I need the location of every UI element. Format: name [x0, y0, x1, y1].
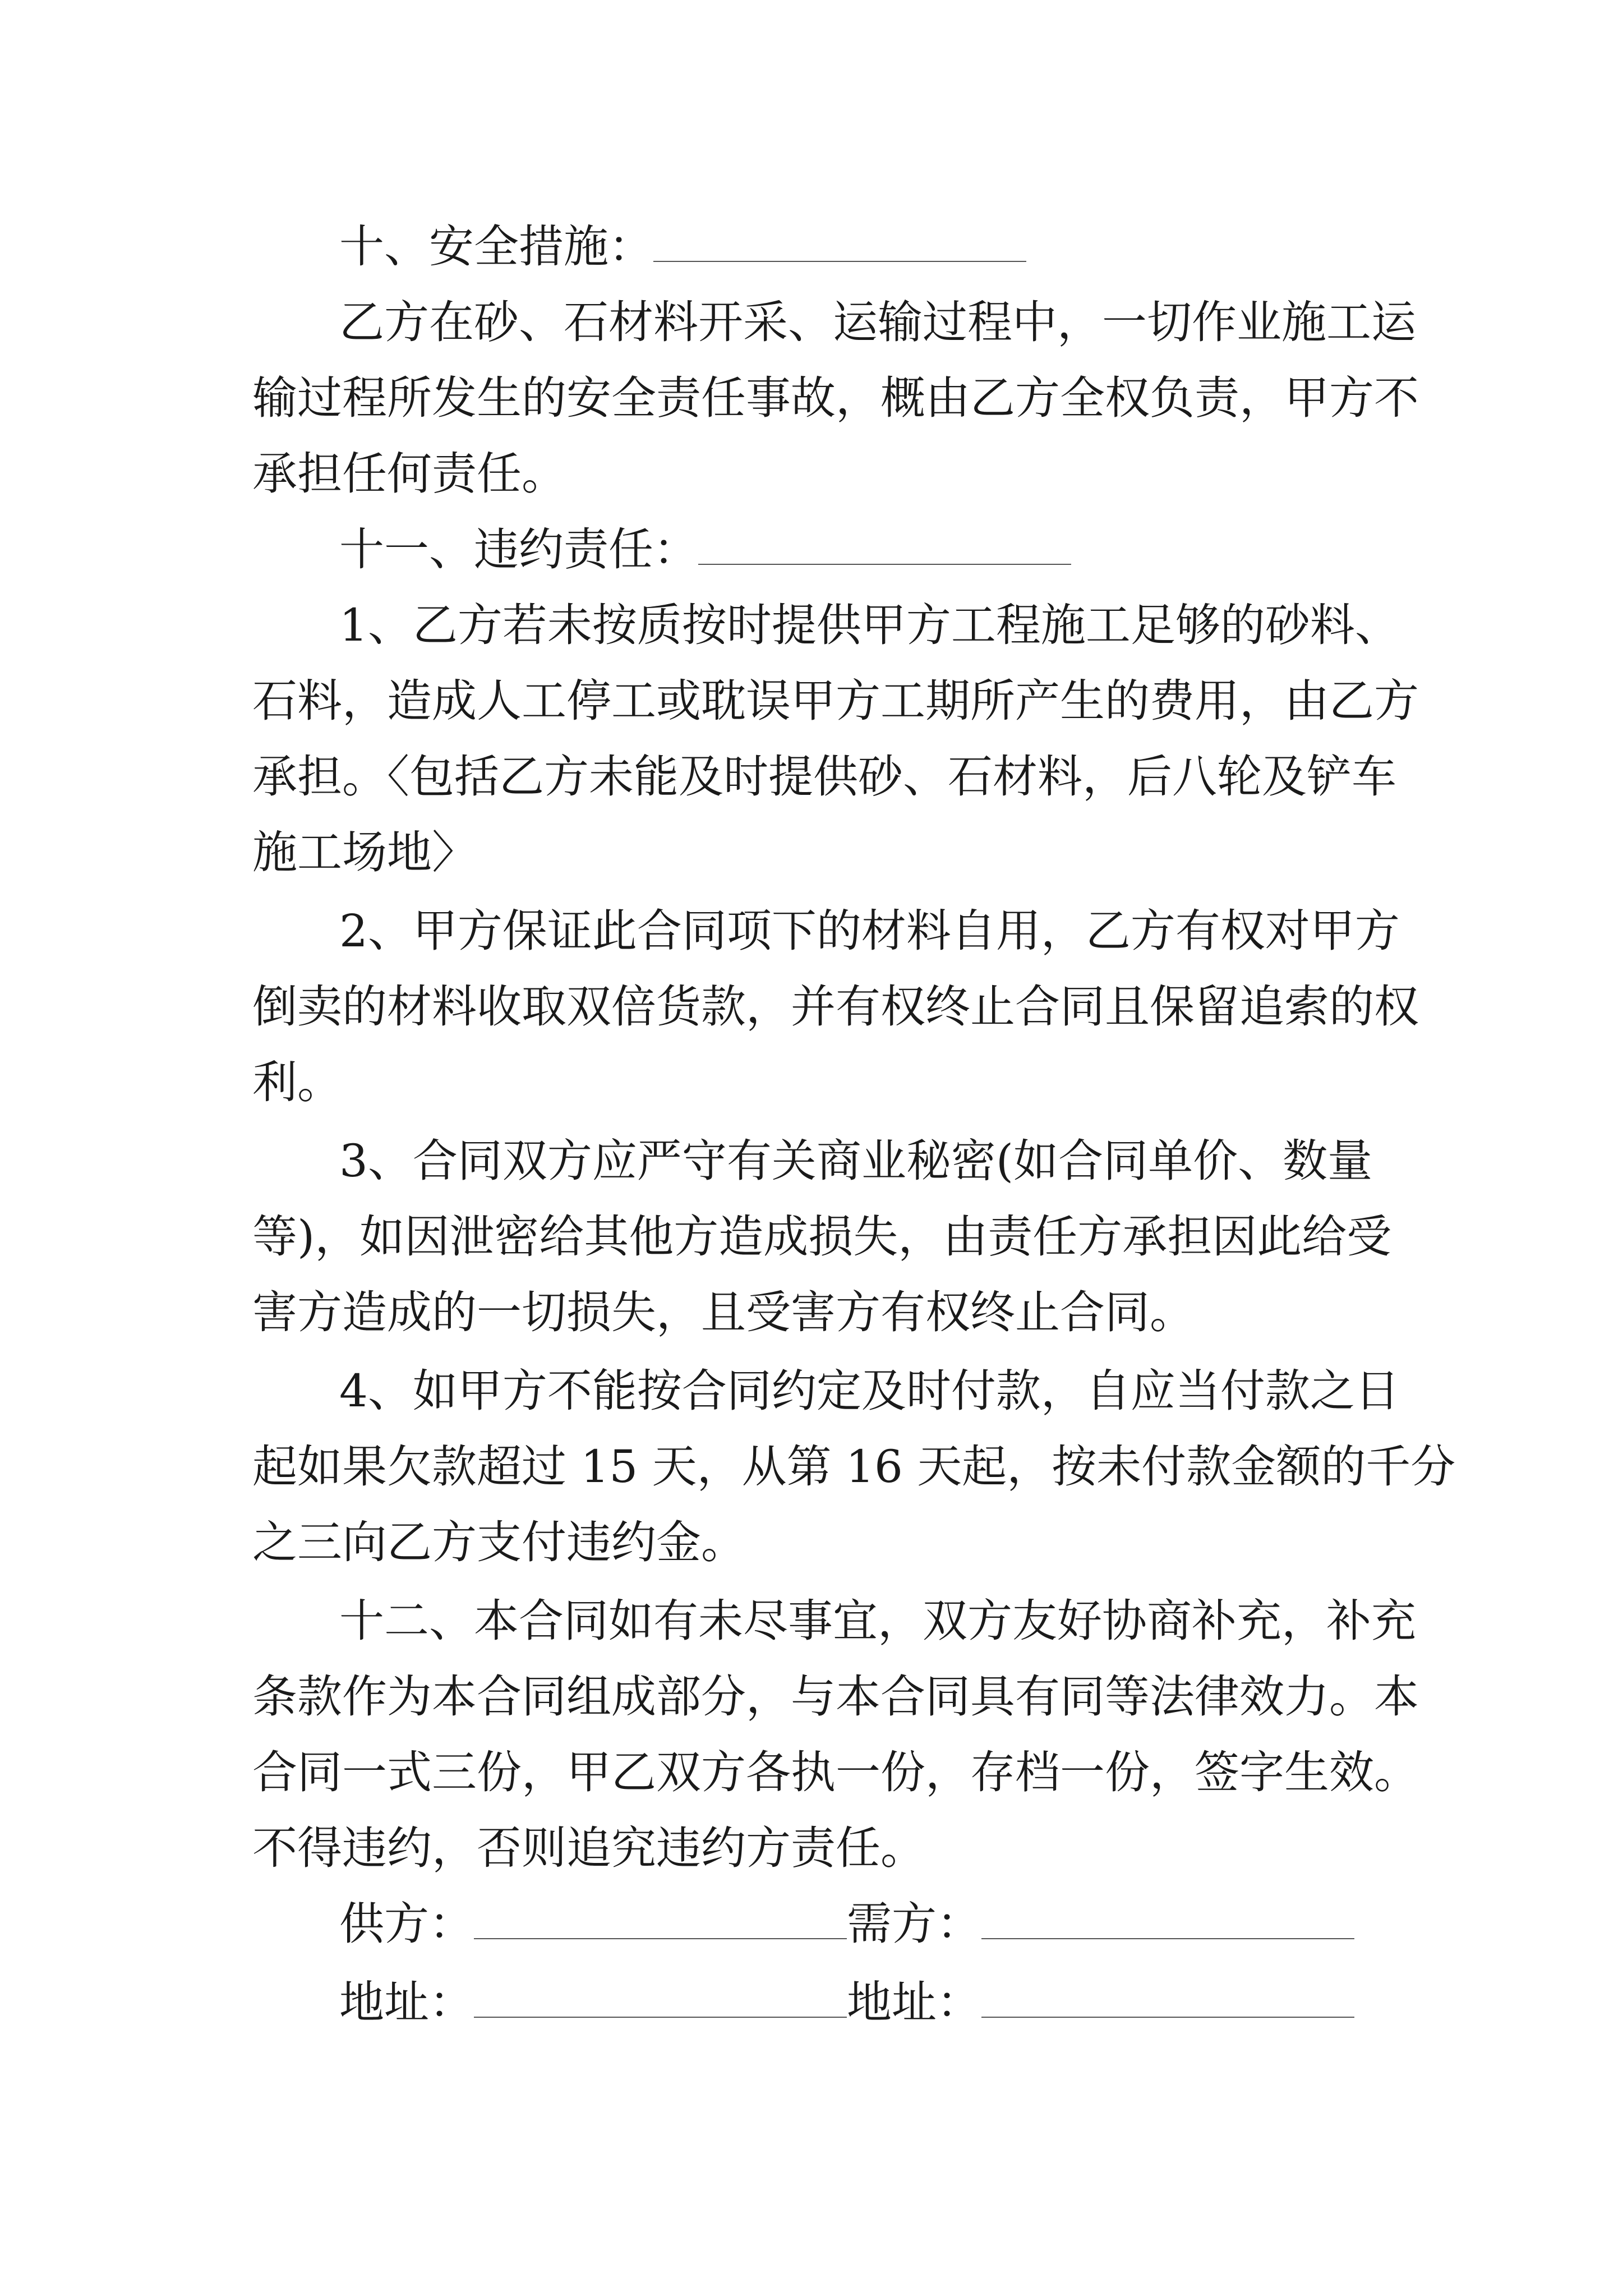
paragraph-line: 施工场地〉 — [252, 826, 477, 878]
address-label-supplier: 地址： — [339, 1976, 474, 2028]
paragraph-line: 倒卖的材料收取双倍货款，并有权终止合同且保留追索的权 — [252, 981, 1419, 1033]
paragraph-line: 乙方在砂、石材料开采、运输过程中，一切作业施工运 — [339, 296, 1416, 348]
paragraph-line: 石料，造成人工停工或耽误甲方工期所产生的费用，由乙方 — [252, 675, 1419, 727]
paragraph-line: 利。 — [252, 1056, 342, 1108]
paragraph-line: 3、合同双方应严守有关商业秘密(如合同单价、数量 — [339, 1135, 1373, 1187]
paragraph-line: 条款作为本合同组成部分，与本合同具有同等法律效力。本 — [252, 1671, 1419, 1723]
paragraph-line: 等)，如因泄密给其他方造成损失，由责任方承担因此给受 — [252, 1211, 1392, 1263]
supplier-blank — [474, 1899, 847, 1939]
paragraph-line: 合同一式三份，甲乙双方各执一份，存档一份，签字生效。 — [252, 1746, 1419, 1798]
address-label-buyer: 地址： — [847, 1976, 981, 2028]
paragraph-line: 承担任何责任。 — [252, 448, 566, 500]
paragraph-line: 之三向乙方支付违约金。 — [252, 1516, 746, 1568]
signature-row-addresses — [339, 1975, 1354, 2031]
paragraph-line: 十二、本合同如有未尽事宜，双方友好协商补充，补充 — [339, 1595, 1416, 1647]
buyer-label: 需方： — [847, 1898, 981, 1950]
address-blank-buyer — [981, 1977, 1354, 2018]
section11-heading-line — [339, 522, 1071, 578]
address-blank-supplier — [474, 1977, 847, 2018]
paragraph-line: 不得违约，否则追究违约方责任。 — [252, 1822, 925, 1874]
paragraph-line: 输过程所发生的安全责任事故，概由乙方全权负责，甲方不 — [252, 372, 1419, 424]
section10-blank — [653, 222, 1026, 262]
section11-heading: 十一、违约责任： — [339, 523, 698, 576]
signature-row-parties — [339, 1896, 1354, 1952]
paragraph-line: 1、乙方若未按质按时提供甲方工程施工足够的砂料、 — [339, 599, 1400, 651]
paragraph-line: 2、甲方保证此合同项下的材料自用，乙方有权对甲方 — [339, 905, 1400, 957]
supplier-label: 供方： — [339, 1898, 474, 1950]
paragraph-line: 害方造成的一切损失，且受害方有权终止合同。 — [252, 1286, 1195, 1338]
section11-blank — [698, 524, 1071, 565]
paragraph-line: 4、如甲方不能按合同约定及时付款，自应当付款之日 — [339, 1365, 1400, 1417]
paragraph-line: 起如果欠款超过 15 天，从第 16 天起，按未付款金额的千分 — [252, 1441, 1456, 1493]
section10-heading-line — [339, 219, 1026, 275]
buyer-blank — [981, 1899, 1354, 1939]
section10-heading: 十、安全措施： — [339, 220, 653, 273]
paragraph-line: 承担。〈包括乙方未能及时提供砂、石材料，后八轮及铲车 — [252, 751, 1396, 803]
